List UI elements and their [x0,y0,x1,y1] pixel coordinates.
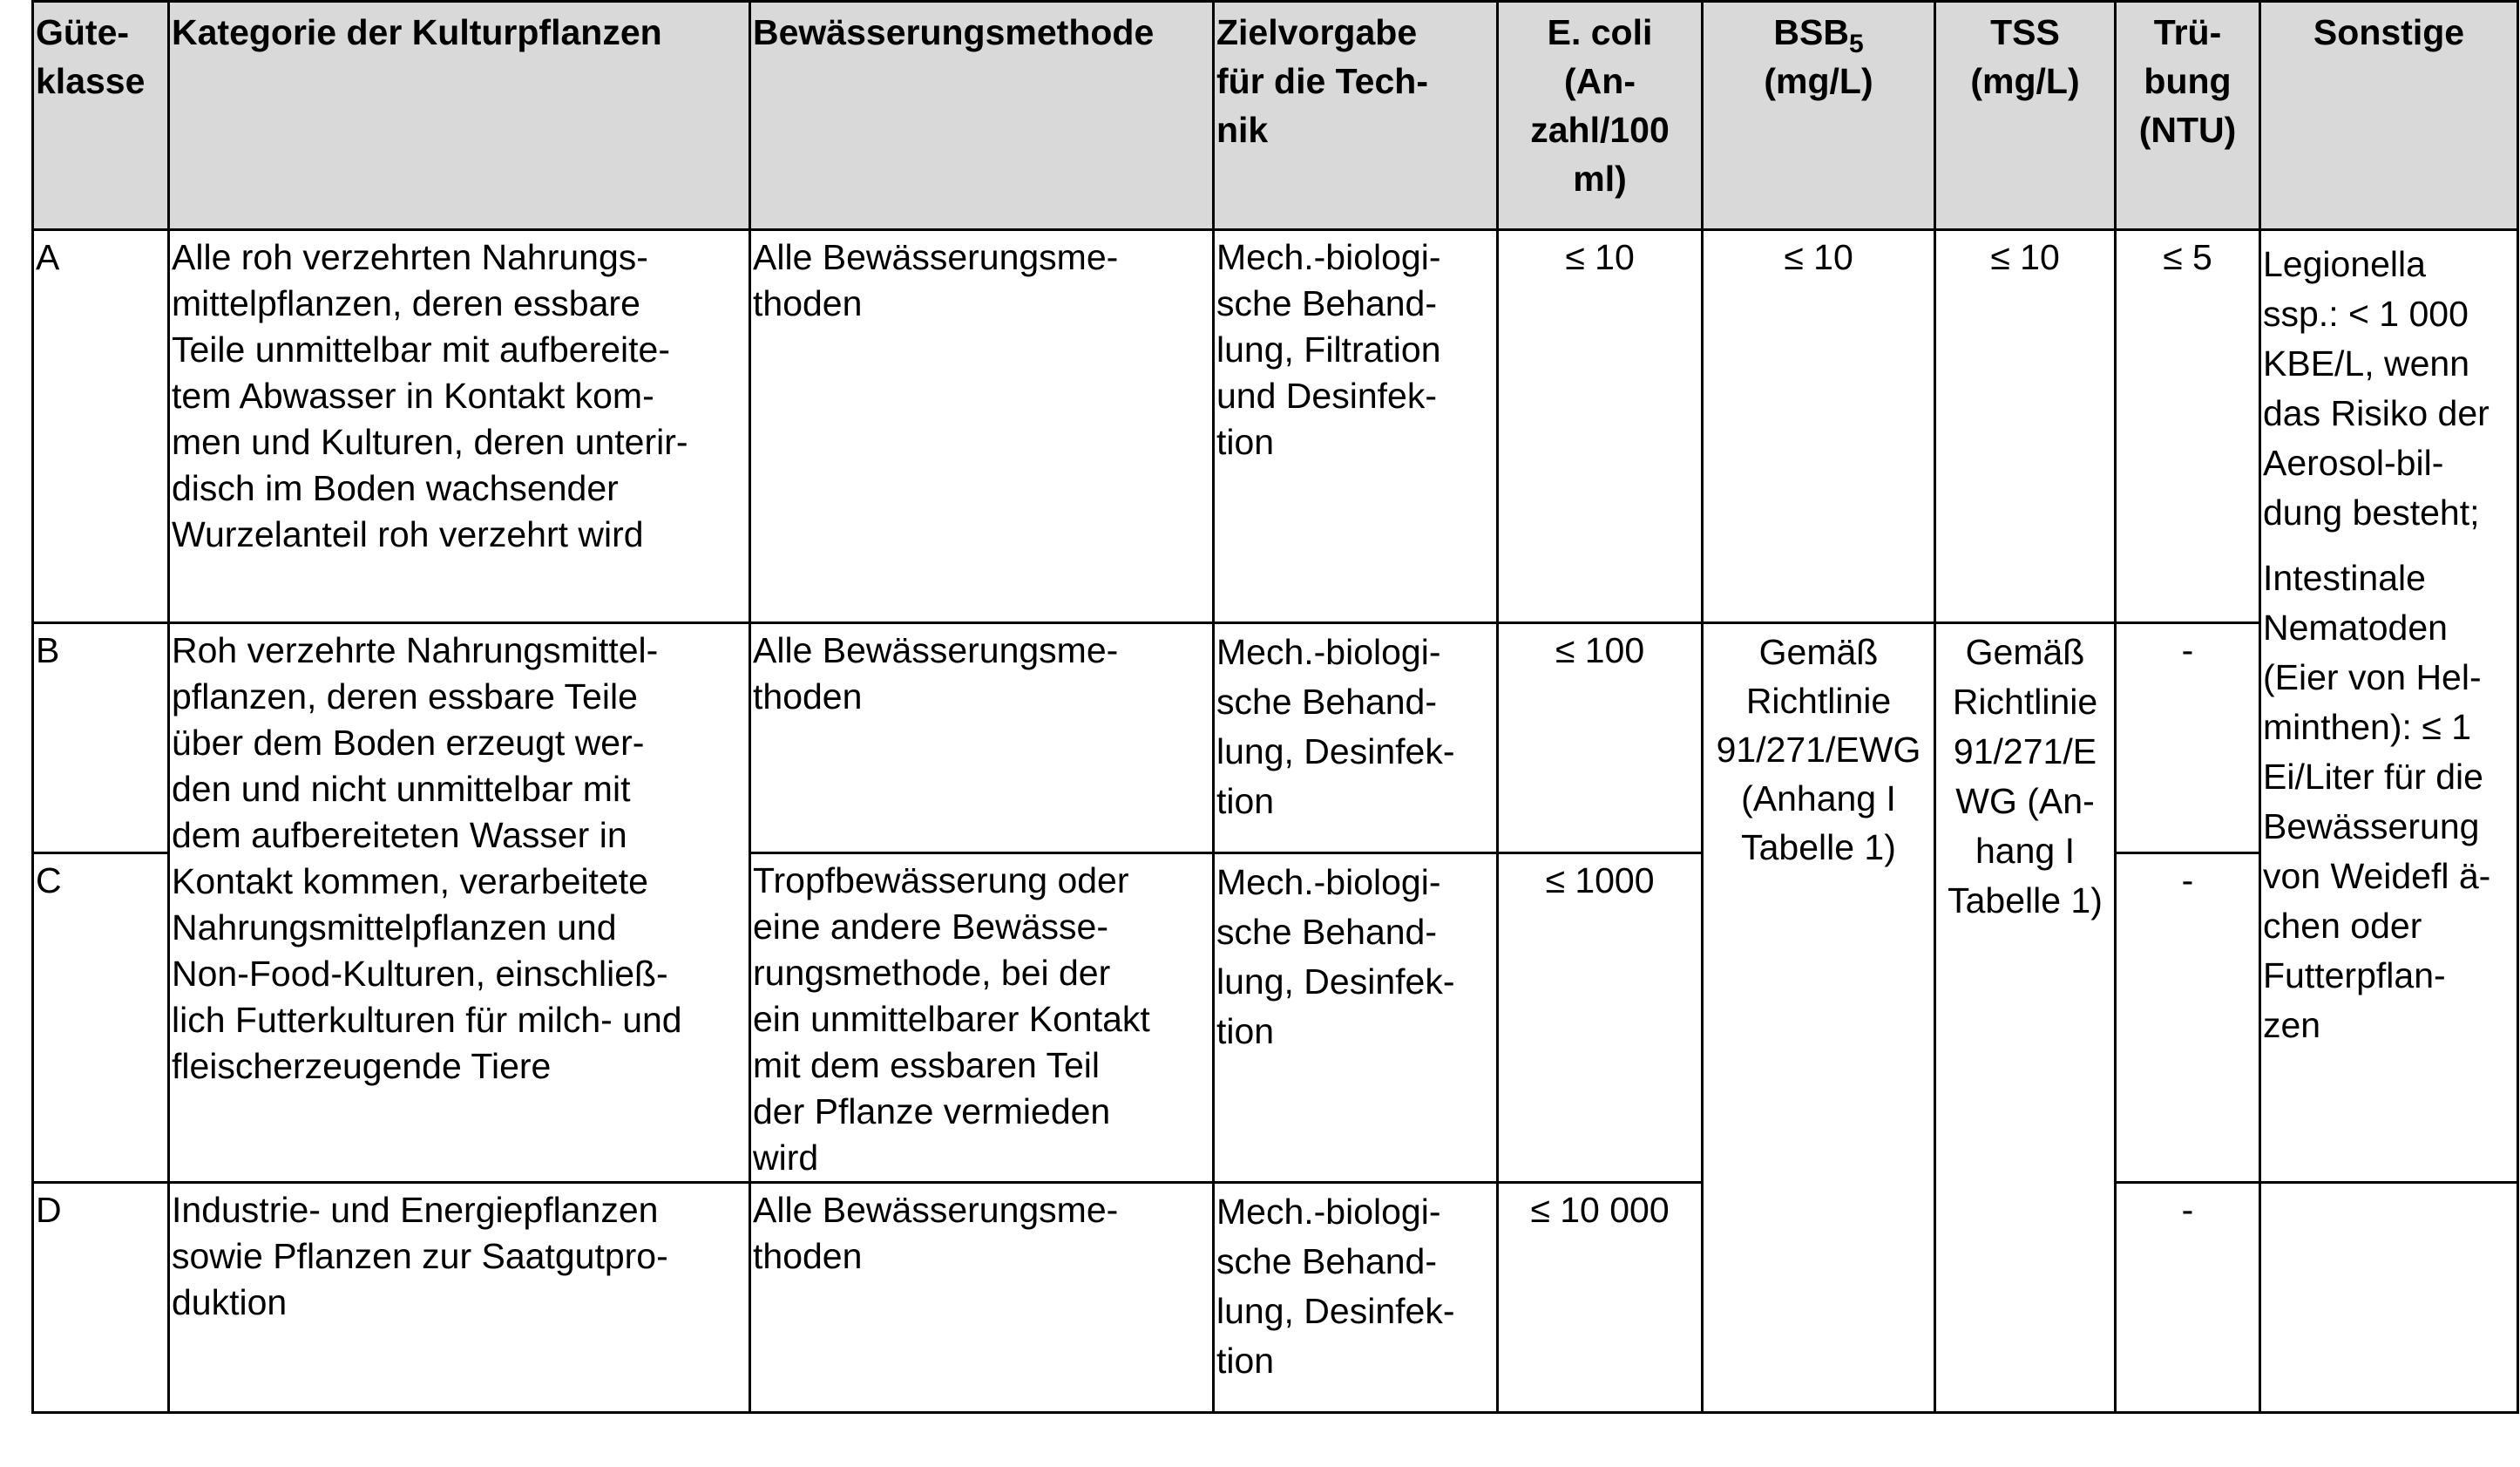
cell-truebung-b: - [2116,623,2260,853]
header-e-coli: E. coli (An- zahl/100 ml) [1498,2,1703,230]
cell-kategorie-bc: Roh verzehrte Nahrungsmittel- pflanzen, deren essbare Teile über dem Boden erzeugt wer- den und nicht unmittelbar mit dem aufbereiteten Wasser in Kontakt kommen, verarbeitete Nahrungsmittelpflanzen und Non-Food-Kulturen, einschließ- lich Futterkulturen für milch- und fleischerzeugende Tiere [169,623,750,1183]
cell-ecoli-b: ≤ 100 [1498,623,1703,853]
header-tss: TSS (mg/L) [1935,2,2116,230]
cell-kategorie-d: Industrie- und Energiepflanzen sowie Pflanzen zur Saatgutpro- duktion [169,1183,750,1413]
cell-tss-a: ≤ 10 [1935,230,2116,623]
header-truebung: Trü- bung (NTU) [2116,2,2260,230]
cell-truebung-d: - [2116,1183,2260,1413]
cell-technik-a: Mech.-biologi- sche Behand- lung, Filtration und Desinfek- tion [1214,230,1498,623]
sonstige-legionella: Legionella ssp.: < 1 000 KBE/L, wenn das Risiko der Aerosol-bil- dung besteht; [2263,244,2490,533]
header-bsb5 [1703,2,1935,230]
cell-tss-bcd: Gemäß Richtlinie 91/271/E WG (An- hang I Tabelle 1) [1935,623,2116,1413]
sonstige-spacer [2263,538,2515,554]
cell-methode-b: Alle Bewässerungsme- thoden [750,623,1214,853]
sonstige-nematoden: Intestinale Nematoden (Eier von Hel- minthen): ≤ 1 Ei/Liter für die Bewässerung von Weidefl ä- chen oder Futterpflan- zen [2263,558,2491,1045]
cell-ecoli-c: ≤ 1000 [1498,853,1703,1183]
header-sonstige: Sonstige [2260,2,2518,230]
cell-klasse-d: D [33,1183,169,1413]
cell-bsb-a: ≤ 10 [1703,230,1935,623]
cell-klasse-c: C [33,853,169,1183]
water-quality-table [31,0,2519,1414]
cell-technik-d: Mech.-biologi- sche Behand- lung, Desinfek- tion [1214,1183,1498,1413]
cell-methode-a: Alle Bewässerungsme- thoden [750,230,1214,623]
table-row-d [33,1183,2518,1413]
cell-ecoli-a: ≤ 10 [1498,230,1703,623]
cell-methode-d: Alle Bewässerungsme- thoden [750,1183,1214,1413]
table-row-b [33,623,2518,853]
cell-truebung-c: - [2116,853,2260,1183]
header-zielvorgabe-technik: Zielvorgabe für die Tech- nik [1214,2,1498,230]
header-bewaesserungsmethode: Bewässerungsmethode [750,2,1214,230]
header-bsb-unit: (mg/L) [1764,61,1873,101]
cell-technik-c: Mech.-biologi- sche Behand- lung, Desinfek- tion [1214,853,1498,1183]
cell-technik-b: Mech.-biologi- sche Behand- lung, Desinfek- tion [1214,623,1498,853]
header-row [33,2,2518,230]
cell-klasse-b: B [33,623,169,853]
cell-methode-c: Tropfbewässerung oder eine andere Bewässe- rungsmethode, bei der ein unmittelbarer Kontakt mit dem essbaren Teil der Pflanze vermieden wird [750,853,1214,1183]
cell-bsb-bcd: Gemäß Richtlinie 91/271/EWG (Anhang I Tabelle 1) [1703,623,1935,1413]
cell-ecoli-d: ≤ 10 000 [1498,1183,1703,1413]
cell-sonstige-d [2260,1183,2518,1413]
cell-truebung-a: ≤ 5 [2116,230,2260,623]
cell-klasse-a: A [33,230,169,623]
header-bsb-label: BSB [1773,12,1849,52]
header-kategorie: Kategorie der Kulturpflanzen [169,2,750,230]
header-gueteklasse: Güte- klasse [33,2,169,230]
cell-sonstige [2260,230,2518,1183]
header-bsb-subscript: 5 [1848,30,1864,59]
cell-kategorie-a: Alle roh verzehrten Nahrungs- mittelpflanzen, deren essbare Teile unmittelbar mit aufbereite- tem Abwasser in Kontakt kom- men und Kulturen, deren unterir- disch im Boden wachsender Wurzelanteil roh verzehrt wird [169,230,750,623]
table-row-a [33,230,2518,623]
